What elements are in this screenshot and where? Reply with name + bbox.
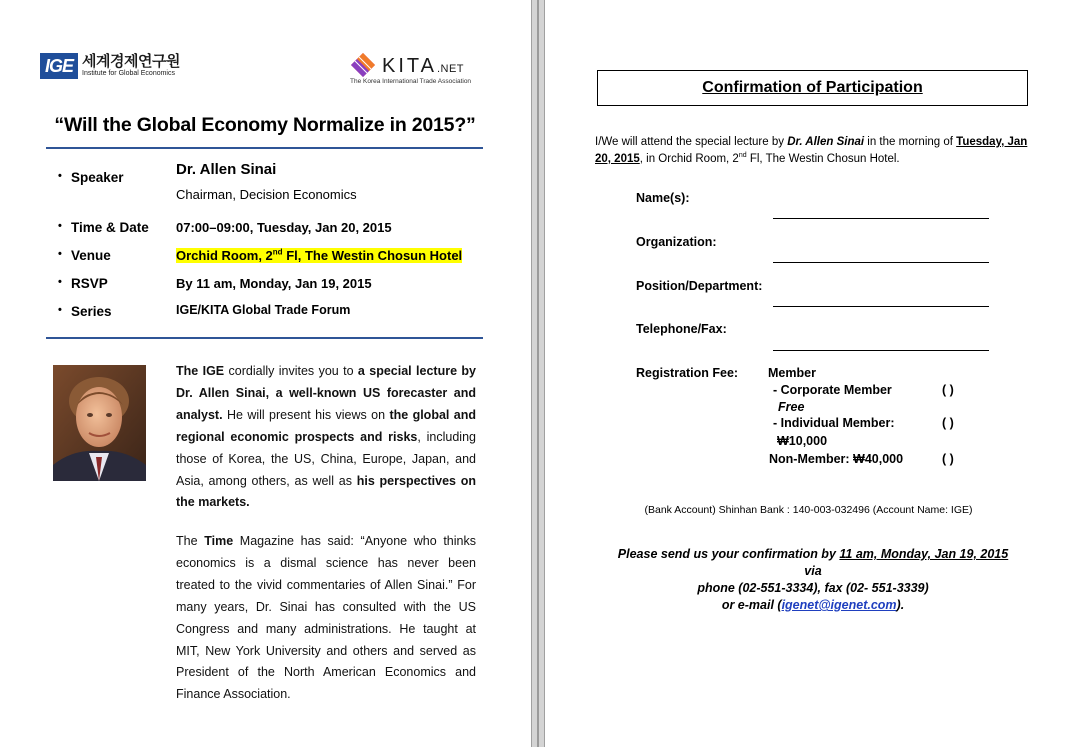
send-line-2: via <box>804 564 822 578</box>
venue-value: Orchid Room, 2nd Fl, The Westin Chosun Hotel <box>176 248 463 264</box>
fee-corporate: - Corporate Member <box>773 383 892 397</box>
confirmation-page <box>545 0 1072 747</box>
fee-corporate-price: Free <box>778 400 805 414</box>
info-label: Time & Date <box>71 220 149 235</box>
telephone-field[interactable] <box>773 350 989 351</box>
kita-logo-suffix: .NET <box>436 63 465 75</box>
send-line-1: Please send us your confirmation by 11 am, Monday, Jan 19, 2015 <box>617 547 1009 561</box>
name-field[interactable] <box>773 218 989 219</box>
ige-logo <box>40 52 180 80</box>
fee-non-member: Non-Member: ₩40,000 <box>769 452 904 466</box>
position-field[interactable] <box>773 306 989 307</box>
attendance-statement: I/We will attend the special lecture by Dr. Allen Sinai in the morning of Tuesday, Jan 20, 2015, in Orchid Room, 2nd Fl, The Westin Chosun Hotel. <box>595 136 1028 165</box>
non-member-checkbox[interactable]: ( ) <box>942 452 954 466</box>
email-link[interactable]: igenet@igenet.com <box>781 598 897 612</box>
event-title: “Will the Global Economy Normalize in 2015?” <box>54 114 476 136</box>
speaker-photo <box>53 365 146 481</box>
fee-individual-price: ₩10,000 <box>777 434 828 448</box>
name-field-label: Name(s): <box>636 191 690 205</box>
invitation-paragraph: The IGE cordially invites you to a special lecture by Dr. Allen Sinai, a well-known US forecaster and analyst. He will present his views on the global and regional economic prospects and risks, including those of Korea, the US, China, Europe, Japan, and Asia, among others, as well as his perspectives on the markets. <box>176 364 477 510</box>
ige-logo-english: Institute for Global Economics <box>82 70 175 77</box>
fee-label: Registration Fee: <box>636 366 739 380</box>
fee-member-heading: Member <box>768 366 816 380</box>
top-divider <box>46 147 483 149</box>
telephone-field-label: Telephone/Fax: <box>636 322 727 336</box>
individual-checkbox[interactable]: ( ) <box>942 416 954 430</box>
bank-account: (Bank Account) Shinhan Bank : 140-003-032496 (Account Name: IGE) <box>644 504 973 516</box>
info-label: Speaker <box>71 170 124 185</box>
send-contact-phone: phone (02-551-3334), fax (02- 551-3339) <box>697 581 929 595</box>
organization-field[interactable] <box>773 262 989 263</box>
info-label: Venue <box>71 248 111 263</box>
ige-logo-mark: IGE <box>40 53 78 79</box>
kita-logo <box>350 50 485 88</box>
fee-individual: - Individual Member: <box>773 416 895 430</box>
kita-logo-subtitle: The Korea International Trade Association <box>350 78 472 85</box>
page-gutter <box>531 0 545 747</box>
invitation-page: IGE 세계경제연구원 Institute for Global Economics KITA.NET The Korea International Trade Association “Will the Global Economy Normalize in 2015?” • Speaker Dr. Allen Sinai Chairman, Decision Economics • Time & Date 07:00–09:00, Tuesday, Jan 20, 2015 • Venue Orchid Room, 2nd Fl, The Westin Chosun Hotel • RSVP By 11 am, Monday, Jan 19, 2015 • Series IGE/KITA Global Trade Forum The IGE cordially invites you to a special lecture by Dr. Allen Sinai, a well-known US forecaster and analyst. He will present his views on the global and regional economic prospects and risks, including those of Korea, the US, China, Europe, Japan, and Asia, among others, as well as his perspectives on the markets. The Time Magazine has said: “Anyone who thinks economics is a dismal science has never been treated to the vivid commentaries of Allen Sinai.” For many years, Dr. Sinai has consulted with the US Congress and many administrations. He taught at MIT, New York University and others and served as President of the North American Economics and Finance Association. <box>0 0 531 747</box>
confirmation-title-box <box>597 70 1028 106</box>
kita-diamond-icon <box>350 52 376 78</box>
info-label: RSVP <box>71 276 108 291</box>
organization-field-label: Organization: <box>636 235 717 249</box>
confirmation-title: Confirmation of Participation <box>702 79 923 96</box>
bottom-divider <box>46 337 483 339</box>
kita-logo-word: KITA <box>382 55 437 77</box>
series-value: IGE/KITA Global Trade Forum <box>176 303 351 317</box>
speaker-name: Dr. Allen Sinai <box>176 161 277 178</box>
rsvp-value: By 11 am, Monday, Jan 19, 2015 <box>176 276 372 291</box>
ige-logo-korean: 세계경제연구원 <box>82 53 180 70</box>
info-label: Series <box>71 304 112 319</box>
speaker-title: Chairman, Decision Economics <box>176 187 357 202</box>
corporate-checkbox[interactable]: ( ) <box>942 383 954 397</box>
send-contact-email: or e-mail (igenet@igenet.com). <box>721 598 905 612</box>
time-date-value: 07:00–09:00, Tuesday, Jan 20, 2015 <box>176 220 392 235</box>
position-field-label: Position/Department: <box>636 279 763 293</box>
bio-paragraph: The Time Magazine has said: “Anyone who thinks economics is a dismal science has never been treated to the vivid commentaries of Allen Sinai.” For many years, Dr. Sinai has consulted with the US Congress and many administrations. He taught at MIT, New York University and others and served as President of the North American Economics and Finance Association. <box>176 534 476 702</box>
